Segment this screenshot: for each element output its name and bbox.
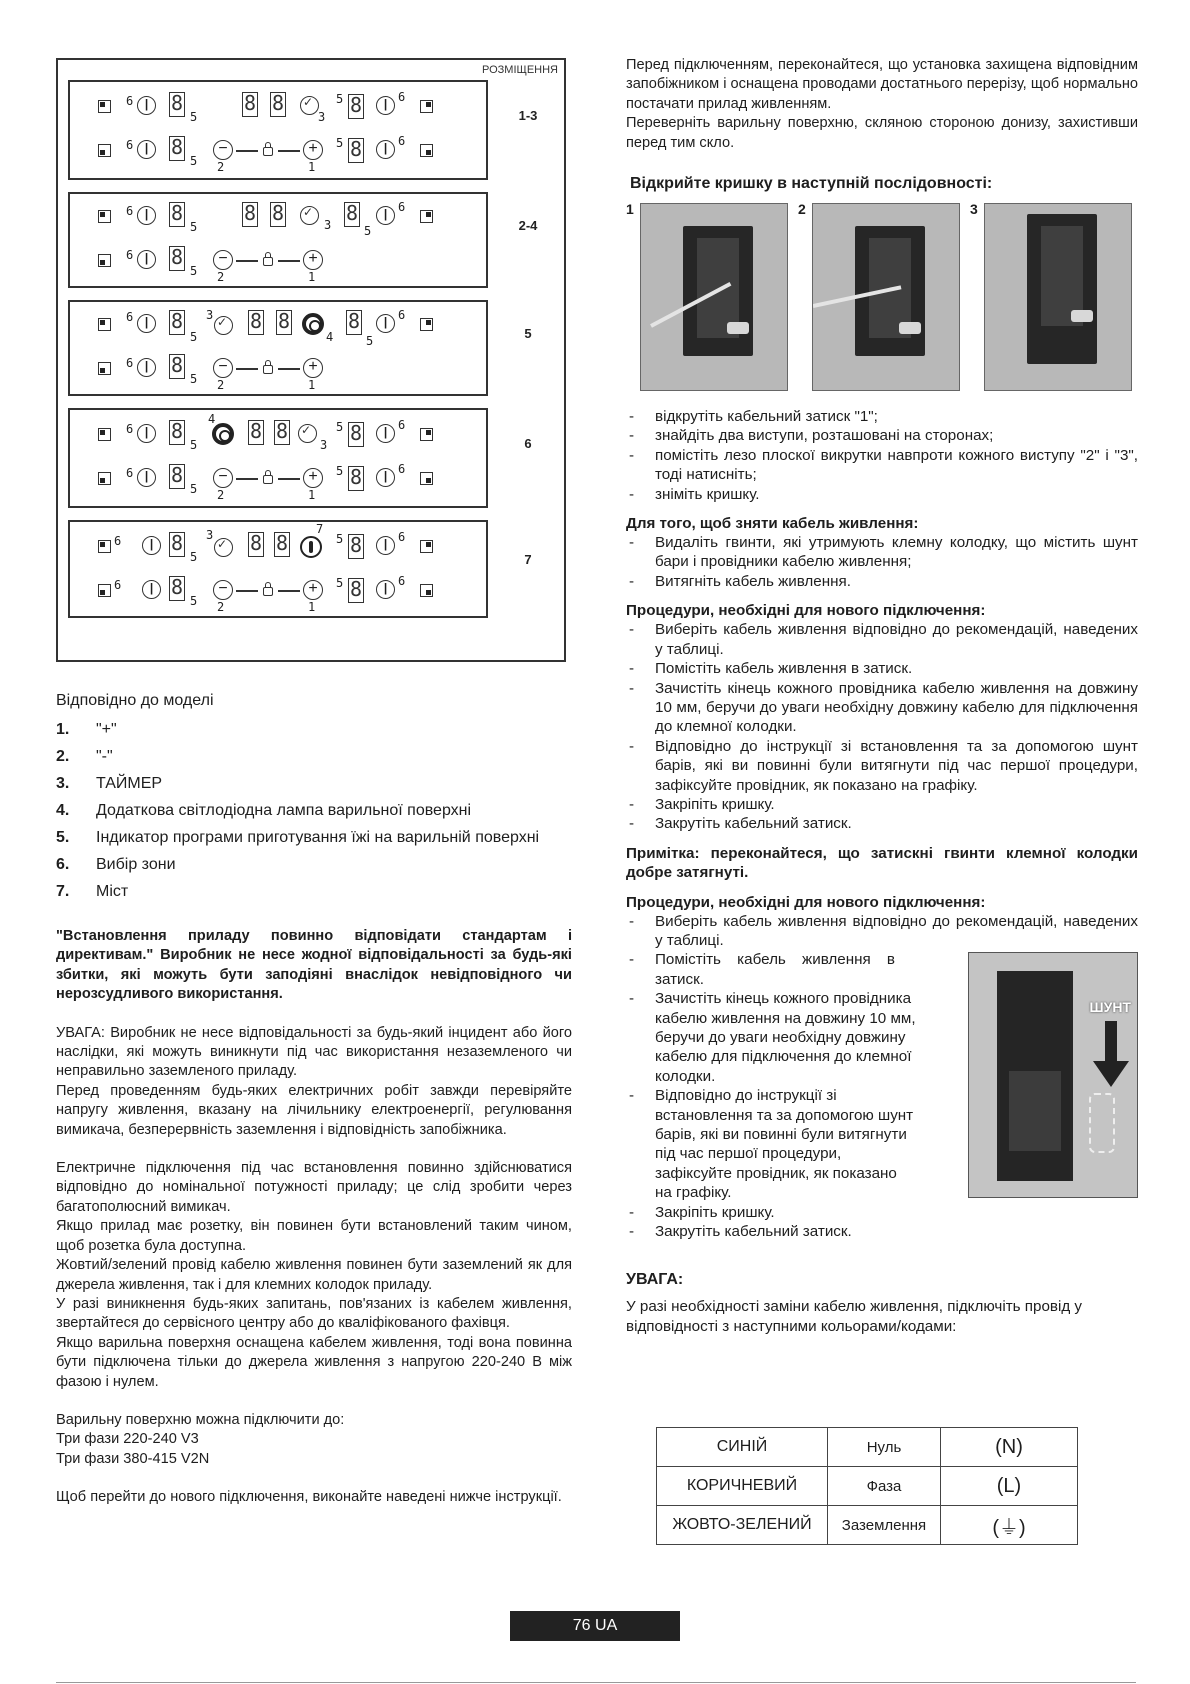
digit-display: 8 <box>170 135 184 159</box>
warning-text: У разі необхідності заміни кабелю живлення, підключіть провід у відповідності з наступними кольорами/кодами: <box>626 1298 1083 1335</box>
power-icon: | <box>376 468 395 487</box>
panel-2-4: 6 | 8 5 8 8 ✓ 3 8 5 | 6 6 | 8 5 − 2 + 1 <box>68 192 488 288</box>
page-number: 76 UA <box>510 1611 680 1641</box>
open-cover-title: Відкрийте кришку в наступній послідовності: <box>630 175 993 193</box>
warning-title: УВАГА: <box>626 1271 684 1289</box>
electrical-paragraph: Якщо прилад має розетку, він повинен бути встановлений таким чином, щоб розетка була доступна. <box>56 1218 572 1254</box>
connection-intro: Варильну поверхню можна підключити до: <box>56 1411 345 1428</box>
power-icon: | <box>137 250 156 269</box>
list-item: - Помістіть кабель живлення в затиск. <box>626 950 895 989</box>
panel-label: 5 <box>524 326 532 341</box>
procedure-title: Процедури, необхідні для нового підключення: <box>626 893 986 911</box>
right-column <box>626 56 1138 1336</box>
electrical-paragraph: Електричне підключення під час встановлення повинно здійснюватися відповідно до номінальної потужності приладу; це слід зробити через багатополюсний вимикач. <box>56 1160 572 1215</box>
zone-select-icon <box>98 318 111 331</box>
digit-display: 8 <box>170 245 184 269</box>
digit-display: 8 <box>170 353 184 377</box>
intro-paragraph: Перед підключенням, переконайтеся, що установка захищена відповідним запобіжником і оснащена проводами достатнього перерізу, щоб нормально постачати прилад живленням. <box>626 57 1138 112</box>
power-icon: | <box>137 314 156 333</box>
digit-display: 8 <box>170 91 184 115</box>
electrical-paragraph: У разі виникнення будь-яких запитань, пов'язаних із кабелем живлення, звертайтеся до сервісного центру або до кваліфікованого фахівця. <box>56 1295 572 1332</box>
intro-paragraph: Переверніть варильну поверхню, скляною стороною донизу, захистивши перед тим скло. <box>626 115 1138 151</box>
timer-digit-display: 8 <box>249 419 263 443</box>
power-icon: | <box>137 424 156 443</box>
table-row: СИНІЙ Нуль (N) <box>657 1428 1078 1467</box>
photo-strip: 1 2 3 <box>626 203 1138 393</box>
procedure-title: Процедури, необхідні для нового підключення: <box>626 602 986 620</box>
list-item: - Видаліть гвинти, які утримують клемну колодку, що містить шунт бари і провідники кабелю живлення; <box>626 533 1138 572</box>
power-icon: | <box>376 140 395 159</box>
minus-icon: − <box>213 580 233 600</box>
zone-select-icon <box>98 254 111 267</box>
legend-intro: Відповідно до моделі <box>56 692 214 709</box>
power-icon: | <box>376 314 395 333</box>
digit-display: 8 <box>349 137 363 161</box>
panel-6: 6 | 8 5 4 8 8 ✓ 3 5 8 | 6 6 | 8 5 − 2 + 1 5 8 | 6 <box>68 408 488 508</box>
list-item: - Зачистіть кінець кожного провідника кабелю живлення на довжину 10 мм, беручи до уваги необхідну довжину кабелю для підключення до клемної колодки. <box>626 679 1138 737</box>
left-column <box>56 58 572 1508</box>
list-item: - знайдіть два виступи, розташовані на сторонах; <box>626 426 1138 445</box>
digit-display: 8 <box>349 577 363 601</box>
minus-icon: − <box>213 358 233 378</box>
electrical-paragraph: Якщо варильна поверхня оснащена кабелем живлення, тоді вона повинна бути підключена тільки до джерела живлення з напругою 220-240 В між фазою і нулем. <box>56 1334 572 1390</box>
timer-digit-display: 8 <box>275 531 289 555</box>
digit-display: 8 <box>170 201 184 225</box>
timer-icon <box>298 424 317 443</box>
timer-digit-display: 8 <box>249 531 263 555</box>
panel-1-3: 6 | 8 5 8 8 ✓ 3 5 8 | 6 6 | 8 5 − 2 + 1 5 8 | 6 <box>68 80 488 180</box>
lock-icon <box>263 587 273 596</box>
zone-select-icon <box>420 472 433 485</box>
zone-select-icon <box>420 428 433 441</box>
timer-digit-display: 8 <box>275 419 289 443</box>
panel-label: 1-3 <box>518 108 538 123</box>
shunt-photo: ШУНТ <box>968 952 1138 1198</box>
power-icon: | <box>376 536 395 555</box>
zone-select-icon <box>98 100 111 113</box>
photo-step-3 <box>984 203 1132 391</box>
led-lamp-icon <box>212 423 234 445</box>
warning-paragraph: УВАГА: Виробник не несе відповідальності за будь-який інцидент або його наслідки, які можуть виникнути під час використання незаземленого чи неправильно заземленого приладу. <box>56 1024 572 1080</box>
power-icon: | <box>142 536 161 555</box>
plus-icon: + <box>303 358 323 378</box>
zone-select-icon <box>98 584 111 597</box>
panel-label: 2-4 <box>518 218 538 233</box>
table-row: ЖОВТО-ЗЕЛЕНИЙ Заземлення (⏚) <box>657 1506 1078 1545</box>
list-item: 7. Міст <box>56 883 129 900</box>
timer-digit-display: 8 <box>277 309 291 333</box>
plus-icon: + <box>303 250 323 270</box>
power-icon: | <box>137 358 156 377</box>
digit-display: 8 <box>170 531 184 555</box>
minus-icon: − <box>213 468 233 488</box>
lock-icon <box>263 147 273 156</box>
connection-option: Три фази 220-240 V3 <box>56 1431 199 1448</box>
lock-icon <box>263 475 273 484</box>
remove-cable-title: Для того, щоб зняти кабель живлення: <box>626 515 919 533</box>
open-steps <box>626 407 1138 504</box>
digit-display: 8 <box>170 575 184 599</box>
power-icon: | <box>137 468 156 487</box>
list-item: 1. "+" <box>56 721 117 738</box>
digit-display: 8 <box>170 463 184 487</box>
power-icon: | <box>142 580 161 599</box>
arrow-down-icon <box>1105 1021 1117 1063</box>
panel-label: 6 <box>524 436 532 451</box>
list-item: 5. Індикатор програми приготування їжі на варильній поверхні <box>56 829 540 846</box>
digit-display: 8 <box>349 533 363 557</box>
led-lamp-icon <box>302 313 324 335</box>
zone-select-icon <box>98 362 111 375</box>
zone-select-icon <box>420 100 433 113</box>
remove-steps <box>626 533 1138 591</box>
list-item: - Помістіть кабель живлення в затиск. <box>626 659 1138 678</box>
list-item: 4. Додаткова світлодіодна лампа варильної поверхні <box>56 802 472 819</box>
note: Примітка: переконайтеся, що затискні гвинти клемної колодки добре затягнуті. <box>626 844 1138 882</box>
photo-step-2 <box>812 203 960 391</box>
zone-select-icon <box>98 472 111 485</box>
digit-display: 8 <box>170 419 184 443</box>
power-icon: | <box>376 580 395 599</box>
power-icon: | <box>376 206 395 225</box>
list-item: - Витягніть кабель живлення. <box>626 572 1138 591</box>
zone-select-icon <box>420 210 433 223</box>
digit-display: 8 <box>347 309 361 333</box>
wire-color-table <box>656 1427 1078 1545</box>
power-icon: | <box>137 96 156 115</box>
list-item: - Відповідно до інструкції зі встановлення та за допомогою шунт барів, які ви повинні були витягнути під час першої процедури, зафіксуйте провідник, як показано на графіку. <box>626 1086 917 1202</box>
zone-select-icon <box>420 144 433 157</box>
final-instruction: Щоб перейти до нового підключення, виконайте наведені нижче інструкції. <box>56 1489 562 1506</box>
zone-select-icon <box>98 210 111 223</box>
timer-digit-display: 8 <box>243 201 257 225</box>
power-icon: | <box>376 96 395 115</box>
lock-icon <box>263 257 273 266</box>
plus-icon: + <box>303 580 323 600</box>
minus-icon: − <box>213 250 233 270</box>
connection-option: Три фази 380-415 V2N <box>56 1450 210 1467</box>
list-item: - Закріпіть кришку. <box>626 795 1138 814</box>
list-item: - помістіть лезо плоскої викрутки навпроти кожного виступу "2" і "3", тоді натисніть; <box>626 446 1138 485</box>
warning-paragraph: Перед проведенням будь-яких електричних робіт завжди перевіряйте напругу живлення, вказану на лічильнику електроенергії, регулювання вимикача, безперервність заземлення і відповідність запобіжника. <box>56 1082 572 1138</box>
list-item: - Виберіть кабель живлення відповідно до рекомендацій, наведених у таблиці. <box>626 912 1138 951</box>
timer-icon <box>214 316 233 335</box>
timer-digit-display: 8 <box>271 201 285 225</box>
procedure-steps <box>626 620 1138 833</box>
timer-icon <box>300 206 319 225</box>
list-item: 2. "-" <box>56 748 113 765</box>
plus-icon: + <box>303 140 323 160</box>
table-row: КОРИЧНЕВИЙ Фаза (L) <box>657 1467 1078 1506</box>
panel-5: 6 | 8 5 3 ✓ 8 8 4 8 5 | 6 6 | 8 5 − 2 + 1 <box>68 300 488 396</box>
diagram-title: РОЗМІЩЕННЯ <box>482 64 558 76</box>
list-item: - відкрутіть кабельний затиск "1"; <box>626 407 1138 426</box>
zone-select-icon <box>420 540 433 553</box>
digit-display: 8 <box>345 201 359 225</box>
timer-icon <box>300 96 319 115</box>
list-item: 6. Вибір зони <box>56 856 176 873</box>
digit-display: 8 <box>170 309 184 333</box>
timer-digit-display: 8 <box>243 91 257 115</box>
photo-step-1 <box>640 203 788 391</box>
minus-icon: − <box>213 140 233 160</box>
power-icon: | <box>376 424 395 443</box>
list-item: - Закрутіть кабельний затиск. <box>626 814 1138 833</box>
panel-7: 6 | 8 5 3 ✓ 8 8 7 5 8 | 6 6 | 8 5 − 2 + 1 5 8 | 6 <box>68 520 488 618</box>
list-item: - зніміть кришку. <box>626 485 1138 504</box>
bridge-icon <box>300 536 322 558</box>
plus-icon: + <box>303 468 323 488</box>
digit-display: 8 <box>349 465 363 489</box>
timer-digit-display: 8 <box>271 91 285 115</box>
legend-list <box>56 716 572 905</box>
electrical-paragraph: Жовтий/зелений провід кабелю живлення повинен бути заземлений як для джерела живлення, так і для клемних колодок приладу. <box>56 1257 572 1293</box>
bottom-rule <box>56 1682 1136 1683</box>
control-panel-diagram <box>56 58 566 662</box>
timer-icon <box>214 538 233 557</box>
zone-select-icon <box>98 540 111 553</box>
zone-select-icon <box>420 318 433 331</box>
power-icon: | <box>137 140 156 159</box>
zone-select-icon <box>98 144 111 157</box>
digit-display: 8 <box>349 93 363 117</box>
zone-select-icon <box>420 584 433 597</box>
list-item: - Виберіть кабель живлення відповідно до рекомендацій, наведених у таблиці. <box>626 620 1138 659</box>
digit-display: 8 <box>349 421 363 445</box>
zone-select-icon <box>98 428 111 441</box>
list-item: - Закріпіть кришку. <box>626 1203 1138 1222</box>
lock-icon <box>263 365 273 374</box>
list-item: - Закрутіть кабельний затиск. <box>626 1222 1138 1241</box>
disclaimer: "Встановлення приладу повинно відповідати стандартам і директивам." Виробник не несе жодної відповідальності за будь-які збитки, які можуть бути заподіяні внаслідок невідповідного чи нерозсудливого використання. <box>56 928 572 1003</box>
panel-label: 7 <box>524 552 532 567</box>
list-item: 3. ТАЙМЕР <box>56 775 163 792</box>
power-icon: | <box>137 206 156 225</box>
list-item: - Зачистіть кінець кожного провідника кабелю живлення на довжину 10 мм, беручи до уваги необхідну довжину кабелю для підключення до клемної колодки. <box>626 989 917 1086</box>
timer-digit-display: 8 <box>249 309 263 333</box>
list-item: - Відповідно до інструкції зі встановлення та за допомогою шунт барів, які ви повинні були витягнути під час першої процедури, зафіксуйте провідник, як показано на графіку. <box>626 737 1138 795</box>
